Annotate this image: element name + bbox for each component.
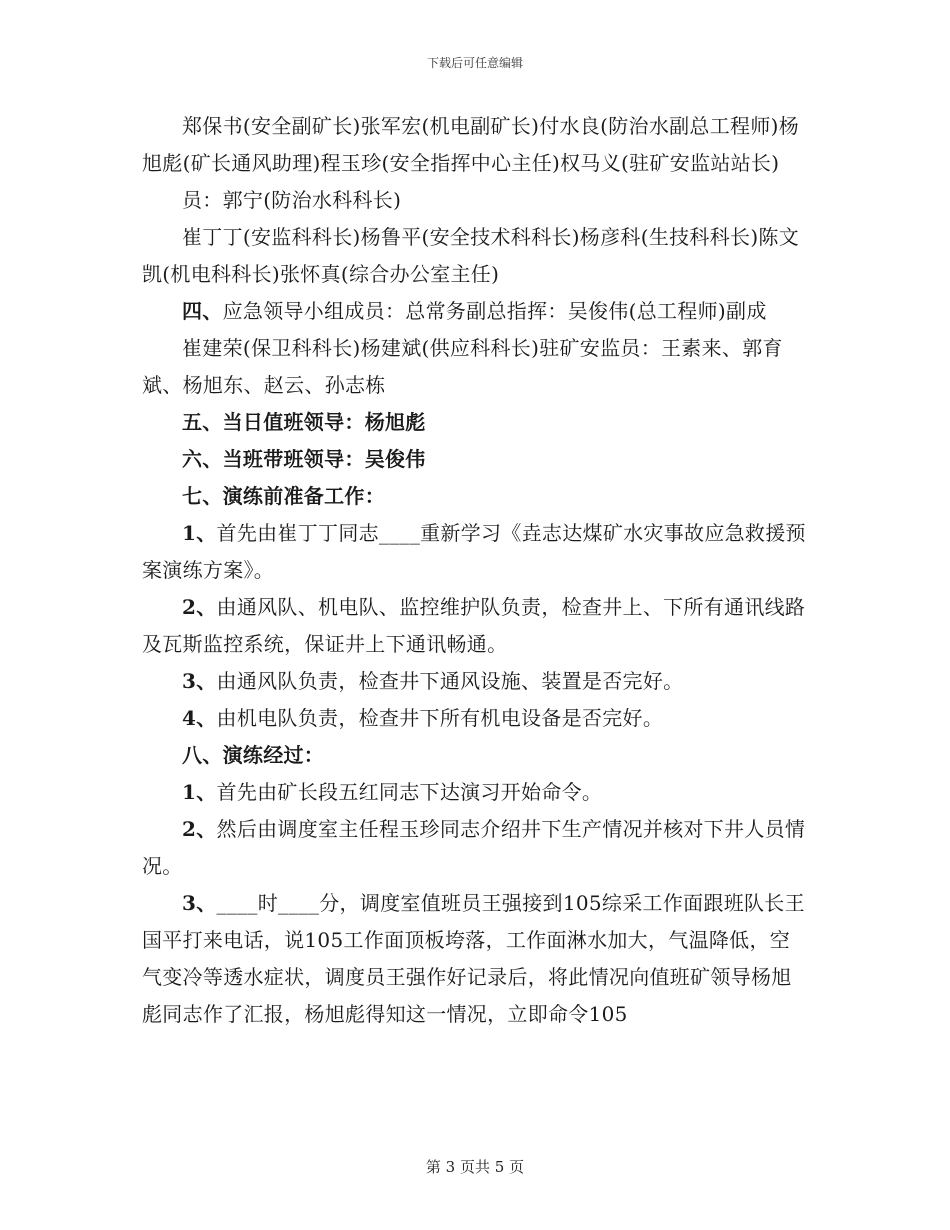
heading-section-5: 五、当日值班领导：杨旭彪	[182, 410, 426, 434]
paragraph-section-4: 四、应急领导小组成员：总常务副总指挥：吴俊伟(总工程师)副成	[182, 299, 767, 323]
page-header: 下载后可任意编辑	[426, 56, 523, 70]
paragraph-prep-1: 1、首先由崔丁丁同志____重新学习《垚志达煤矿水灾事故应急救援预案演练方案》。	[142, 521, 806, 582]
paragraph-supervisors: 崔建荣(保卫科科长)杨建斌(供应科科长)驻矿安监员：王素来、郭育斌、杨旭东、赵云、孙志栋	[142, 336, 783, 397]
page-number: 第 3 页共 5 页	[425, 1158, 525, 1176]
document-body	[142, 108, 807, 1033]
paragraph-drill-1: 1、首先由矿长段五红同志下达演习开始命令。	[182, 780, 603, 804]
paragraph-prep-3: 3、由通风队负责，检查井下通风设施、装置是否完好。	[182, 669, 684, 693]
paragraph-prep-2: 2、由通风队、机电队、监控维护队负责，检查井上、下所有通讯线路及瓦斯监控系统，保证井上下通讯畅通。	[142, 595, 806, 656]
heading-section-7: 七、演练前准备工作：	[182, 484, 385, 508]
paragraph-leaders: 郑保书(安全副矿长)张军宏(机电副矿长)付水良(防治水副总工程师)杨旭彪(矿长通风助理)程玉珍(安全指挥中心主任)权马义(驻矿安监站站长)	[142, 114, 800, 175]
paragraph-drill-2: 2、然后由调度室主任程玉珍同志介绍井下生产情况并核对下井人员情况。	[142, 817, 806, 878]
paragraph-prep-4: 4、由机电队负责，检查井下所有机电设备是否完好。	[182, 706, 664, 730]
paragraph-member: 员：郭宁(防治水科科长)	[182, 188, 402, 212]
paragraph-drill-3: 3、____时____分，调度室值班员王强接到105综采工作面跟班队长王国平打来电话，说105工作面顶板垮落，工作面淋水加大，气温降低，空气变冷等透水症状，调度员王强作好记录后，将此情况向值班矿领导杨旭彪同志作了汇报，杨旭彪得知这一情况，立即命令105	[142, 891, 805, 1026]
paragraph-section-chiefs: 崔丁丁(安监科科长)杨鲁平(安全技术科科长)杨彦科(生技科科长)陈文凯(机电科科长)张怀真(综合办公室主任)	[142, 225, 800, 286]
heading-section-8: 八、演练经过：	[182, 743, 325, 767]
heading-section-6: 六、当班带班领导：吴俊伟	[182, 447, 426, 471]
